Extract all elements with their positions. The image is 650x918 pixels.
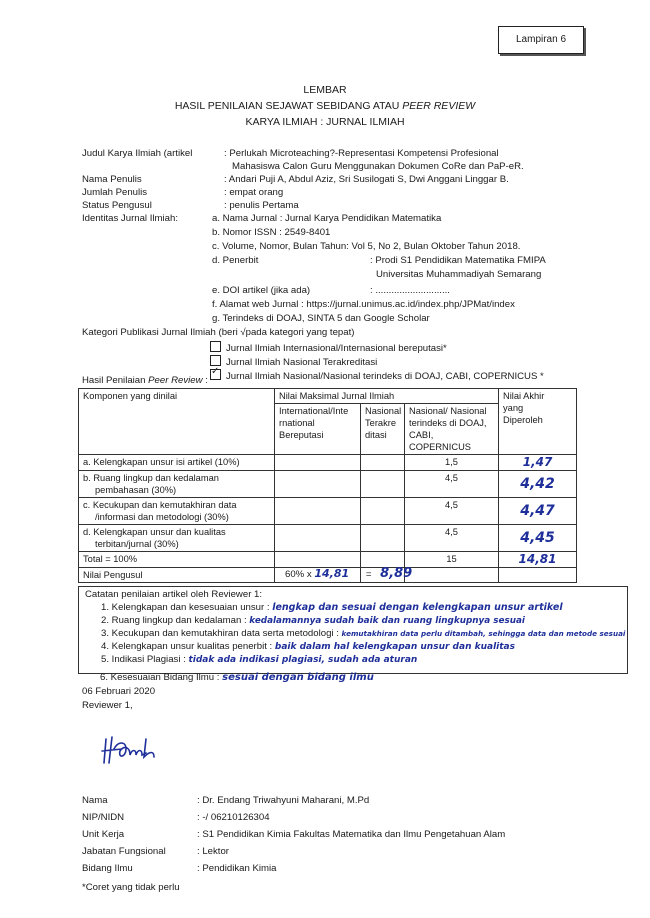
penulis-label: Nama Penulis <box>82 174 142 185</box>
h-nas-3: ditasi <box>365 430 387 440</box>
row-b-nas <box>361 471 405 498</box>
pengusul-eq: = <box>365 569 372 580</box>
h-intl-1: International/Inte <box>279 406 349 416</box>
row-b-label <box>79 471 275 498</box>
row-c-nas <box>361 498 405 525</box>
kategori-option-1 <box>210 341 447 354</box>
table-row <box>79 471 577 498</box>
table-row <box>79 525 577 552</box>
note-4-label: 4. Kelengkapan unsur kualitas penerbit : <box>101 641 273 652</box>
item-f: f. Alamat web Jurnal : https://jurnal.unimus.ac.id/index.php/JPMat/index <box>212 299 515 310</box>
kategori-option-3 <box>210 369 544 382</box>
header-nilai-akhir-1: Nilai Akhir <box>503 391 545 401</box>
pengusul-score <box>499 568 577 583</box>
item-e-value: : ............................ <box>370 285 450 296</box>
note-5 <box>101 654 417 665</box>
jumlah-value: : empat orang <box>224 187 284 198</box>
row-d-intl <box>275 525 361 552</box>
note-2-label: 2. Ruang lingkup dan kedalaman : <box>101 615 247 626</box>
score-table <box>78 388 577 583</box>
bidang-value: : Pendidikan Kimia <box>197 863 277 874</box>
row-c-label-2: /informasi dan metodologi (30%) <box>95 512 229 522</box>
date: 06 Februari 2020 <box>82 686 156 697</box>
header-nilai-akhir-3: Diperoleh <box>503 415 543 425</box>
unit-value: : S1 Pendidikan Kimia Fakultas Matematika dan Ilmu Pengetahuan Alam <box>197 829 506 840</box>
title-plain: HASIL PENILAIAN SEJAWAT SEBIDANG ATAU <box>174 100 403 112</box>
nama-value: : Dr. Endang Triwahyuni Maharani, M.Pd <box>197 795 370 806</box>
item-b: b. Nomor ISSN : 2549-8401 <box>212 227 331 238</box>
note-3-label: 3. Kecukupan dan kemutakhiran data serta metodologi : <box>101 628 339 639</box>
total-score-hw: 14,81 <box>518 552 557 566</box>
nama-label: Nama <box>82 795 108 806</box>
row-b-label-2: pembahasan (30%) <box>95 485 177 495</box>
h-intl-2: rnational <box>279 418 315 428</box>
row-a-intl <box>275 455 361 471</box>
table-row <box>79 498 577 525</box>
row-c-label-1: c. Kecukupan dan kemutakhiran data <box>83 500 237 510</box>
row-b-score <box>499 471 577 498</box>
jabatan-label: Jabatan Fungsional <box>82 846 166 857</box>
jabatan-value: : Lektor <box>197 846 229 857</box>
h-nas-1: Nasional <box>365 406 402 416</box>
row-a-max: 1,5 <box>405 455 499 471</box>
row-d-max: 4,5 <box>405 525 499 552</box>
row-d-score-hw: 4,45 <box>520 529 555 546</box>
row-c-score <box>499 498 577 525</box>
notes-title: Catatan penilaian artikel oleh Reviewer 1: <box>85 589 263 600</box>
kategori-option-2-label: Jurnal Ilmiah Nasional Terakreditasi <box>226 357 378 368</box>
note-5-label: 5. Indikasi Plagiasi : <box>101 654 186 665</box>
header-nilai-maks: Nilai Maksimal Jurnal Ilmiah <box>275 389 499 404</box>
row-d-label-1: d. Kelengkapan unsur dan kualitas <box>83 527 226 537</box>
note-2 <box>101 615 525 626</box>
item-g: g. Terindeks di DOAJ, SINTA 5 dan Google Scholar <box>212 313 430 324</box>
reviewer-label: Reviewer 1, <box>82 700 133 711</box>
nip-label: NIP/NIDN <box>82 812 125 823</box>
header-nilai-akhir <box>499 389 577 455</box>
doc-title-line3: KARYA ILMIAH : JURNAL ILMIAH <box>245 116 405 128</box>
item-d-value-1: : Prodi S1 Pendidikan Matematika FMIPA <box>370 255 546 266</box>
row-c-max: 4,5 <box>405 498 499 525</box>
pengusul-hw-x: 14,81 <box>314 567 350 580</box>
row-c-score-hw: 4,47 <box>520 502 555 519</box>
header-terindeks <box>405 404 499 455</box>
penulis-value: : Andari Puji A, Abdul Aziz, Sri Susilogati S, Dwi Anggani Linggar B. <box>224 174 509 185</box>
hasil-label-plain: Hasil Penilaian <box>82 375 149 386</box>
row-b-max: 4,5 <box>405 471 499 498</box>
item-e: e. DOI artikel (jika ada) <box>212 285 311 296</box>
note-4 <box>101 641 515 652</box>
header-internasional <box>275 404 361 455</box>
hasil-label <box>82 375 208 386</box>
pengusul-max <box>405 568 499 583</box>
h-idx-2: terindeks di DOAJ, <box>409 418 487 428</box>
note-3-hw: kemutakhiran data perlu ditambah, sehingga data dan metode sesuai <box>341 629 626 638</box>
doc-title-line2 <box>0 100 650 112</box>
item-c: c. Volume, Nomor, Bulan Tahun: Vol 5, No 2, Bulan Oktober Tahun 2018. <box>212 241 521 252</box>
row-a-nas <box>361 455 405 471</box>
row-a-score <box>499 455 577 471</box>
item-d-value-2: Universitas Muhammadiyah Semarang <box>376 269 542 280</box>
row-c-intl <box>275 498 361 525</box>
note-1 <box>101 602 563 613</box>
table-header-row <box>79 389 577 404</box>
pengusul-label: Nilai Pengusul <box>79 568 275 583</box>
kategori-option-3-label: Jurnal Ilmiah Nasional/Nasional terindeks di DOAJ, CABI, COPERNICUS * <box>226 371 544 382</box>
doc-title-line1: LEMBAR <box>303 84 347 96</box>
row-c-label <box>79 498 275 525</box>
h-idx-3: CABI, COPERNICUS <box>409 430 471 452</box>
note-1-label: 1. Kelengkapan dan kesesuaian unsur : <box>101 602 270 613</box>
judul-value-1: : Perlukah Microteaching?-Representasi Kompetensi Profesional <box>224 148 499 159</box>
nip-value: : -/ 06210126304 <box>197 812 270 823</box>
checkbox-3-checked <box>210 369 221 380</box>
h-intl-3: Bereputasi <box>279 430 324 440</box>
checkbox-2 <box>210 355 221 366</box>
row-d-label-2: terbitan/jurnal (30%) <box>95 539 179 549</box>
note-6 <box>100 672 374 683</box>
total-score <box>499 552 577 568</box>
title-italic: PEER REVIEW <box>402 100 476 112</box>
table-row <box>79 455 577 471</box>
judul-label: Judul Karya Ilmiah (artikel <box>82 148 193 159</box>
row-a-score-hw: 1,47 <box>522 455 553 469</box>
jumlah-label: Jumlah Penulis <box>82 187 148 198</box>
notes-box <box>78 586 628 674</box>
pengusul-formula-text: 60% x <box>285 569 312 580</box>
row-b-intl <box>275 471 361 498</box>
lampiran-stamp: Lampiran 6 <box>498 26 584 54</box>
pengusul-result-hw: 8,89 <box>380 566 413 581</box>
signature <box>100 733 170 767</box>
note-2-hw: kedalamannya sudah baik dan ruang lingkupnya sesuai <box>249 616 525 626</box>
hasil-label-end: : <box>202 375 208 386</box>
bidang-label: Bidang Ilmu <box>82 863 133 874</box>
kategori-option-2 <box>210 355 377 368</box>
total-max: 15 <box>405 552 499 568</box>
status-value: : penulis Pertama <box>224 200 299 211</box>
checkbox-1 <box>210 341 221 352</box>
note-6-hw: sesuai dengan bidang ilmu <box>222 672 374 683</box>
h-nas-2: Terakre <box>365 418 396 428</box>
unit-label: Unit Kerja <box>82 829 125 840</box>
item-d-label: d. Penerbit <box>212 255 259 266</box>
header-nasional <box>361 404 405 455</box>
row-b-label-1: b. Ruang lingkup dan kedalaman <box>83 473 219 483</box>
h-idx-1: Nasional/ Nasional <box>409 406 487 416</box>
note-1-hw: lengkap dan sesuai dengan kelengkapan unsur artikel <box>272 602 563 613</box>
note-4-hw: baik dalam hal kelengkapan unsur dan kualitas <box>274 642 515 652</box>
status-label: Status Pengusul <box>82 200 152 211</box>
header-nilai-akhir-2: yang <box>503 403 524 413</box>
row-a-label: a. Kelengkapan unsur isi artikel (10%) <box>79 455 275 471</box>
row-d-nas <box>361 525 405 552</box>
pengusul-formula <box>285 566 412 581</box>
note-5-hw: tidak ada indikasi plagiasi, sudah ada aturan <box>188 655 418 665</box>
item-a: a. Nama Jurnal : Jurnal Karya Pendidikan Matematika <box>212 213 442 224</box>
header-komponen: Komponen yang dinilai <box>79 389 275 455</box>
kategori-label: Kategori Publikasi Jurnal Ilmiah (beri √pada kategori yang tepat) <box>82 327 355 338</box>
identitas-label: Identitas Jurnal Ilmiah: <box>82 213 178 224</box>
note-6-label: 6. Kesesuaian Bidang Ilmu : <box>100 672 220 683</box>
hasil-label-italic: Peer Review <box>148 375 203 386</box>
kategori-option-1-label: Jurnal Ilmiah Internasional/Internasional bereputasi* <box>226 343 447 354</box>
note-3 <box>101 628 625 639</box>
judul-value-2: Mahasiswa Calon Guru Menggunakan Dokumen CoRe dan PaP-eR. <box>232 161 524 172</box>
footnote: *Coret yang tidak perlu <box>82 882 180 893</box>
total-label: Total = 100% <box>79 552 275 568</box>
row-d-label <box>79 525 275 552</box>
row-b-score-hw: 4,42 <box>520 475 555 492</box>
row-d-score <box>499 525 577 552</box>
